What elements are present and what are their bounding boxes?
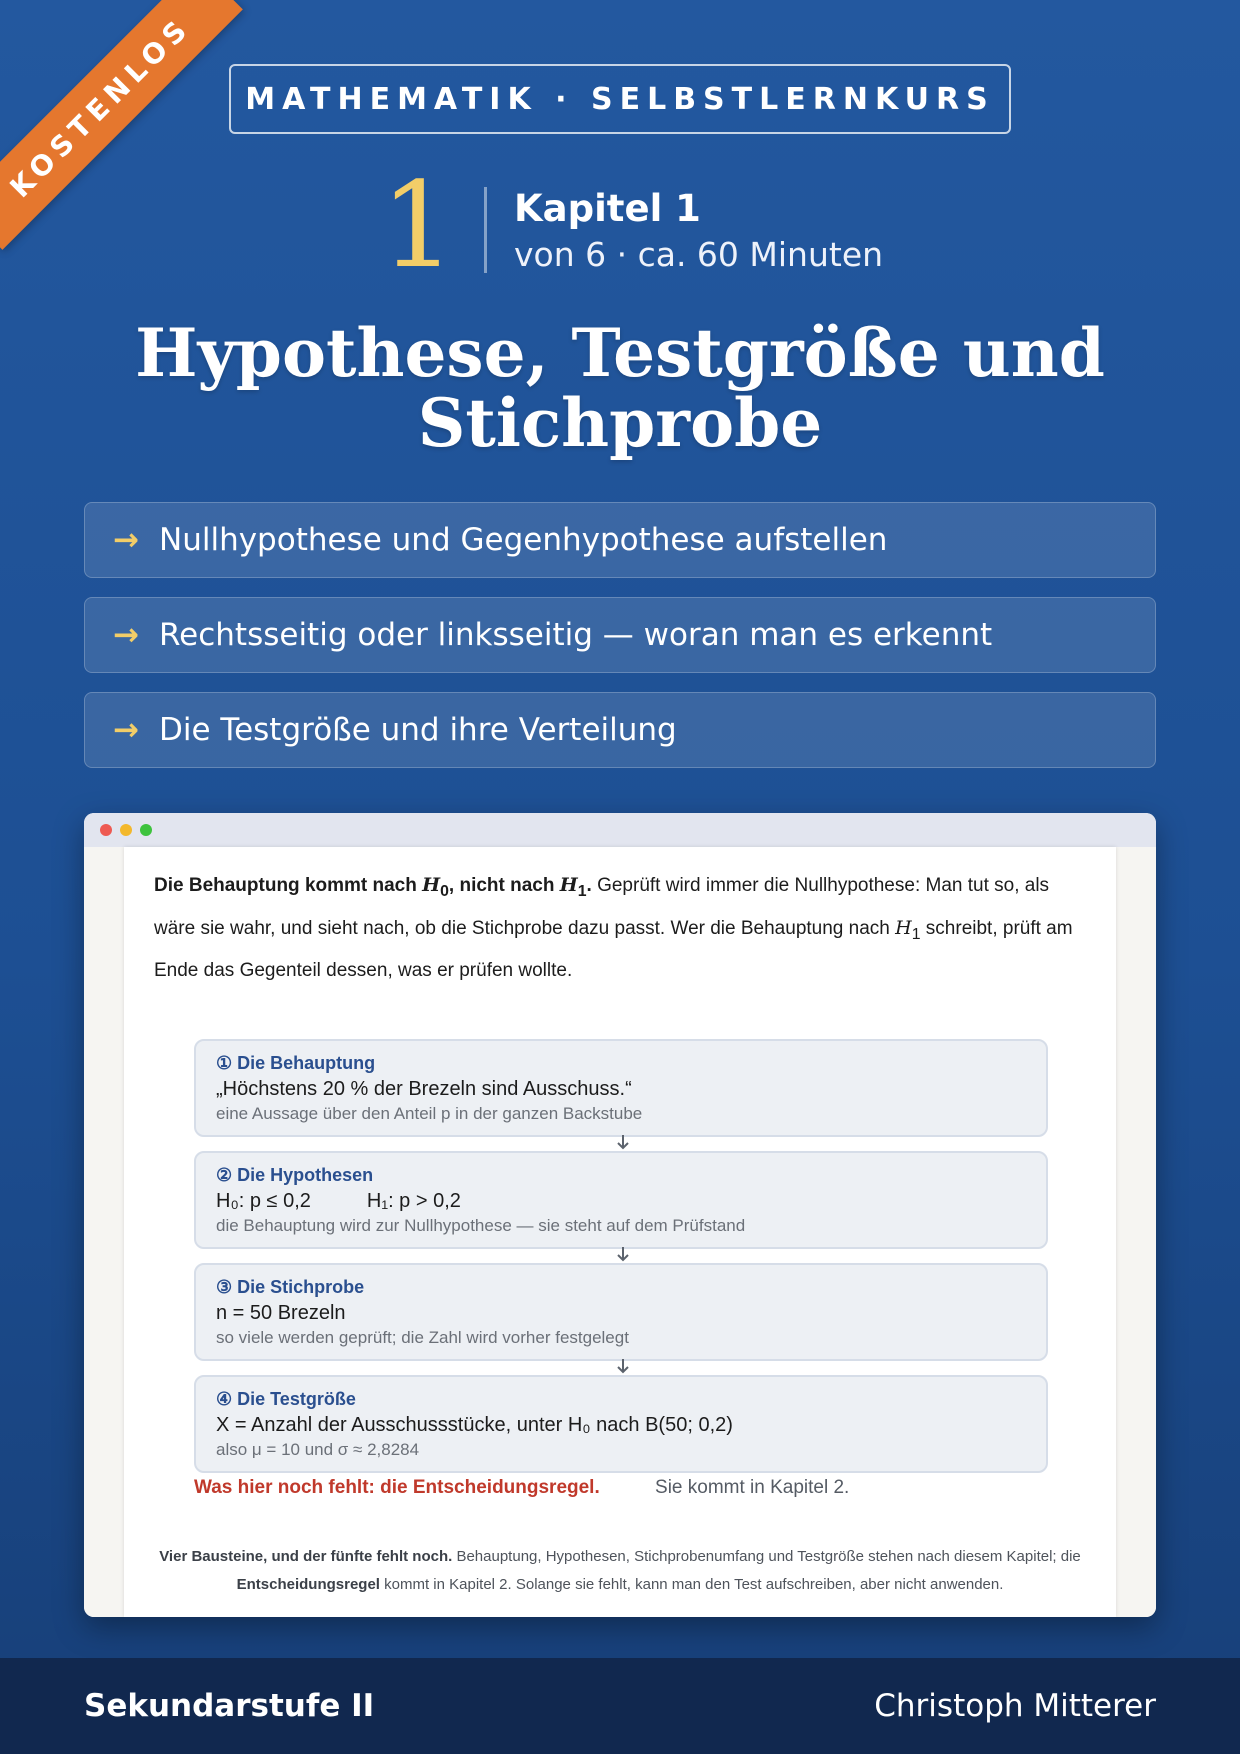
topic-label: Die Testgröße und ihre Verteilung: [159, 712, 677, 748]
arrow-right-icon: →: [113, 712, 139, 748]
step-card-claim: [194, 1039, 1048, 1137]
step-note: eine Aussage über den Anteil p in der ganzen Backstube: [216, 1104, 643, 1123]
topic-item: [84, 597, 1156, 673]
step-title: ④ Die Testgröße: [216, 1389, 356, 1409]
step-main: X = Anzahl der Ausschussstücke, unter H₀ nach B(50; 0,2): [216, 1414, 733, 1436]
topic-label: Nullhypothese und Gegenhypothese aufstellen: [159, 522, 888, 558]
minimize-dot-icon: [120, 824, 132, 836]
chevron-down-icon: [617, 1359, 629, 1375]
author-name: Christoph Mitterer: [874, 1688, 1156, 1724]
course-kicker: MATHEMATIK · SELBSTLERNKURS: [229, 64, 1011, 134]
step-card-sample: [194, 1263, 1048, 1361]
chapter-meta: von 6 · ca. 60 Minuten: [514, 235, 884, 274]
close-dot-icon: [100, 824, 112, 836]
arrow-right-icon: →: [113, 522, 139, 558]
step-note: die Behauptung wird zur Nullhypothese — sie steht auf dem Prüfstand: [216, 1216, 746, 1235]
step-title: ② Die Hypothesen: [216, 1165, 374, 1185]
topic-item: [84, 502, 1156, 578]
preview-page: [124, 847, 1116, 1617]
step-note: so viele werden geprüft; die Zahl wird vorher festgelegt: [216, 1328, 629, 1347]
null-hypothesis: H₀: p ≤ 0,2: [216, 1190, 311, 1212]
missing-hint: Sie kommt in Kapitel 2.: [655, 1477, 850, 1498]
page-title: [60, 314, 1180, 462]
step-main: „Höchstens 20 % der Brezeln sind Ausschuss.“: [216, 1078, 632, 1100]
missing-rule-note: [194, 1477, 1054, 1499]
chapter-divider: [484, 187, 487, 273]
title-line-2: Stichprobe: [417, 384, 823, 462]
title-line-1: Hypothese, Testgröße und: [135, 314, 1105, 392]
step-card-test-statistic: [194, 1375, 1048, 1473]
intro-paragraph: Die Behauptung kommt nach $H_0$, nicht nach $H_1$. Geprüft wird immer die Nullhypothese: Man tut so, als wäre sie wahr, und sieht nach, ob die Stichprobe dazu passt. Wer die Behauptung nach $H_1$ schreibt, prüft am Ende das Gegenteil dessen, was er prüfen wollte.: [154, 874, 1073, 981]
chapter-number: 1: [380, 156, 456, 294]
step-title: ③ Die Stichprobe: [216, 1277, 365, 1297]
step-note: also μ = 10 und σ ≈ 2,8284: [216, 1440, 420, 1459]
topic-label: Rechtsseitig oder linksseitig — woran man es erkennt: [159, 617, 993, 653]
preview-window: [84, 813, 1156, 1617]
step-main: [216, 1187, 1026, 1215]
missing-warning: Was hier noch fehlt: die Entscheidungsregel.: [194, 1477, 600, 1498]
chevron-down-icon: [617, 1247, 629, 1263]
corner-ribbon: [0, 0, 260, 260]
maximize-dot-icon: [140, 824, 152, 836]
chapter-label: Kapitel 1: [514, 187, 701, 230]
alt-hypothesis: H₁: p > 0,2: [366, 1190, 461, 1212]
window-titlebar: [84, 813, 1156, 847]
arrow-right-icon: →: [113, 617, 139, 653]
chevron-down-icon: [617, 1135, 629, 1151]
intro-lead: Die Behauptung kommt nach $H_0$, nicht nach $H_1$.: [154, 874, 592, 900]
topic-list: [84, 502, 1156, 787]
step-card-hypotheses: [194, 1151, 1048, 1249]
step-flow: [194, 1039, 1048, 1487]
preview-caption: Vier Bausteine, und der fünfte fehlt noch. Behauptung, Hypothesen, Stichprobenumfang und Testgröße stehen nach diesem Kapitel; die Entscheidungsregel kommt in Kapitel 2. Solange sie fehlt, kann man den Test aufschreiben, aber nicht anwenden.: [159, 1548, 1081, 1593]
topic-item: [84, 692, 1156, 768]
step-title: ① Die Behauptung: [216, 1053, 376, 1073]
school-level: Sekundarstufe II: [84, 1688, 375, 1724]
footer-bar: [0, 1658, 1240, 1754]
preview-viewport: [84, 847, 1156, 1617]
step-main: n = 50 Brezeln: [216, 1302, 346, 1324]
free-badge: KOSTENLOS: [0, 0, 243, 250]
